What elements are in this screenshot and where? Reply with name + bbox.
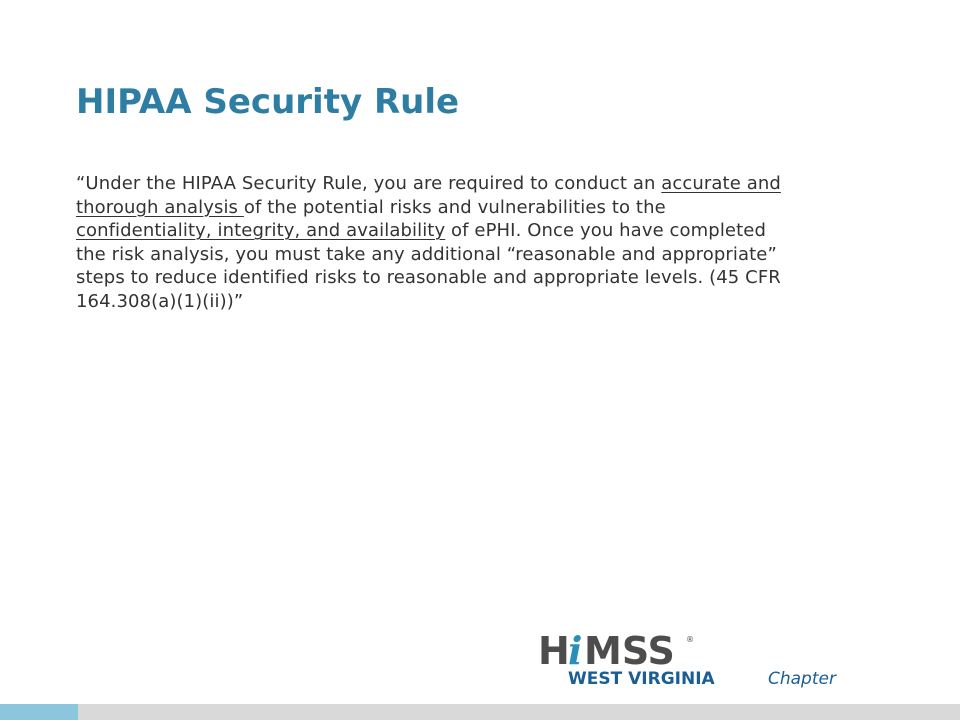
logo-registered-mark: ® bbox=[686, 635, 694, 644]
quote-text-2: of the potential risks and vulnerabilities to the bbox=[243, 196, 666, 218]
footer-accent-block bbox=[0, 704, 78, 720]
slide-body-quote bbox=[76, 172, 788, 313]
quote-text-3: of ePHI. Once you have completed the risk analysis, you must take any additional “reasonable and appropriate” steps to reduce identified risks to reasonable and appropriate levels. (45 CFR 164.308(a)(1)(ii))” bbox=[76, 220, 781, 312]
logo-chapter-text: Chapter bbox=[768, 669, 836, 689]
quote-text-1: “Under the HIPAA Security Rule, you are required to conduct an bbox=[76, 173, 662, 194]
himss-wv-chapter-logo bbox=[538, 628, 860, 690]
logo-brand-h: H bbox=[538, 629, 570, 673]
logo-brand-mss: MSS bbox=[584, 629, 675, 673]
quote-underline-2: confidentiality, integrity, and availability bbox=[76, 220, 446, 241]
quote-underline-1: accurate and thorough analysis bbox=[76, 173, 781, 218]
logo-brand-i: i bbox=[568, 628, 583, 673]
slide-title: HIPAA Security Rule bbox=[76, 82, 460, 122]
logo-state-text: WEST VIRGINIA bbox=[568, 669, 715, 689]
footer-bar bbox=[0, 704, 960, 720]
